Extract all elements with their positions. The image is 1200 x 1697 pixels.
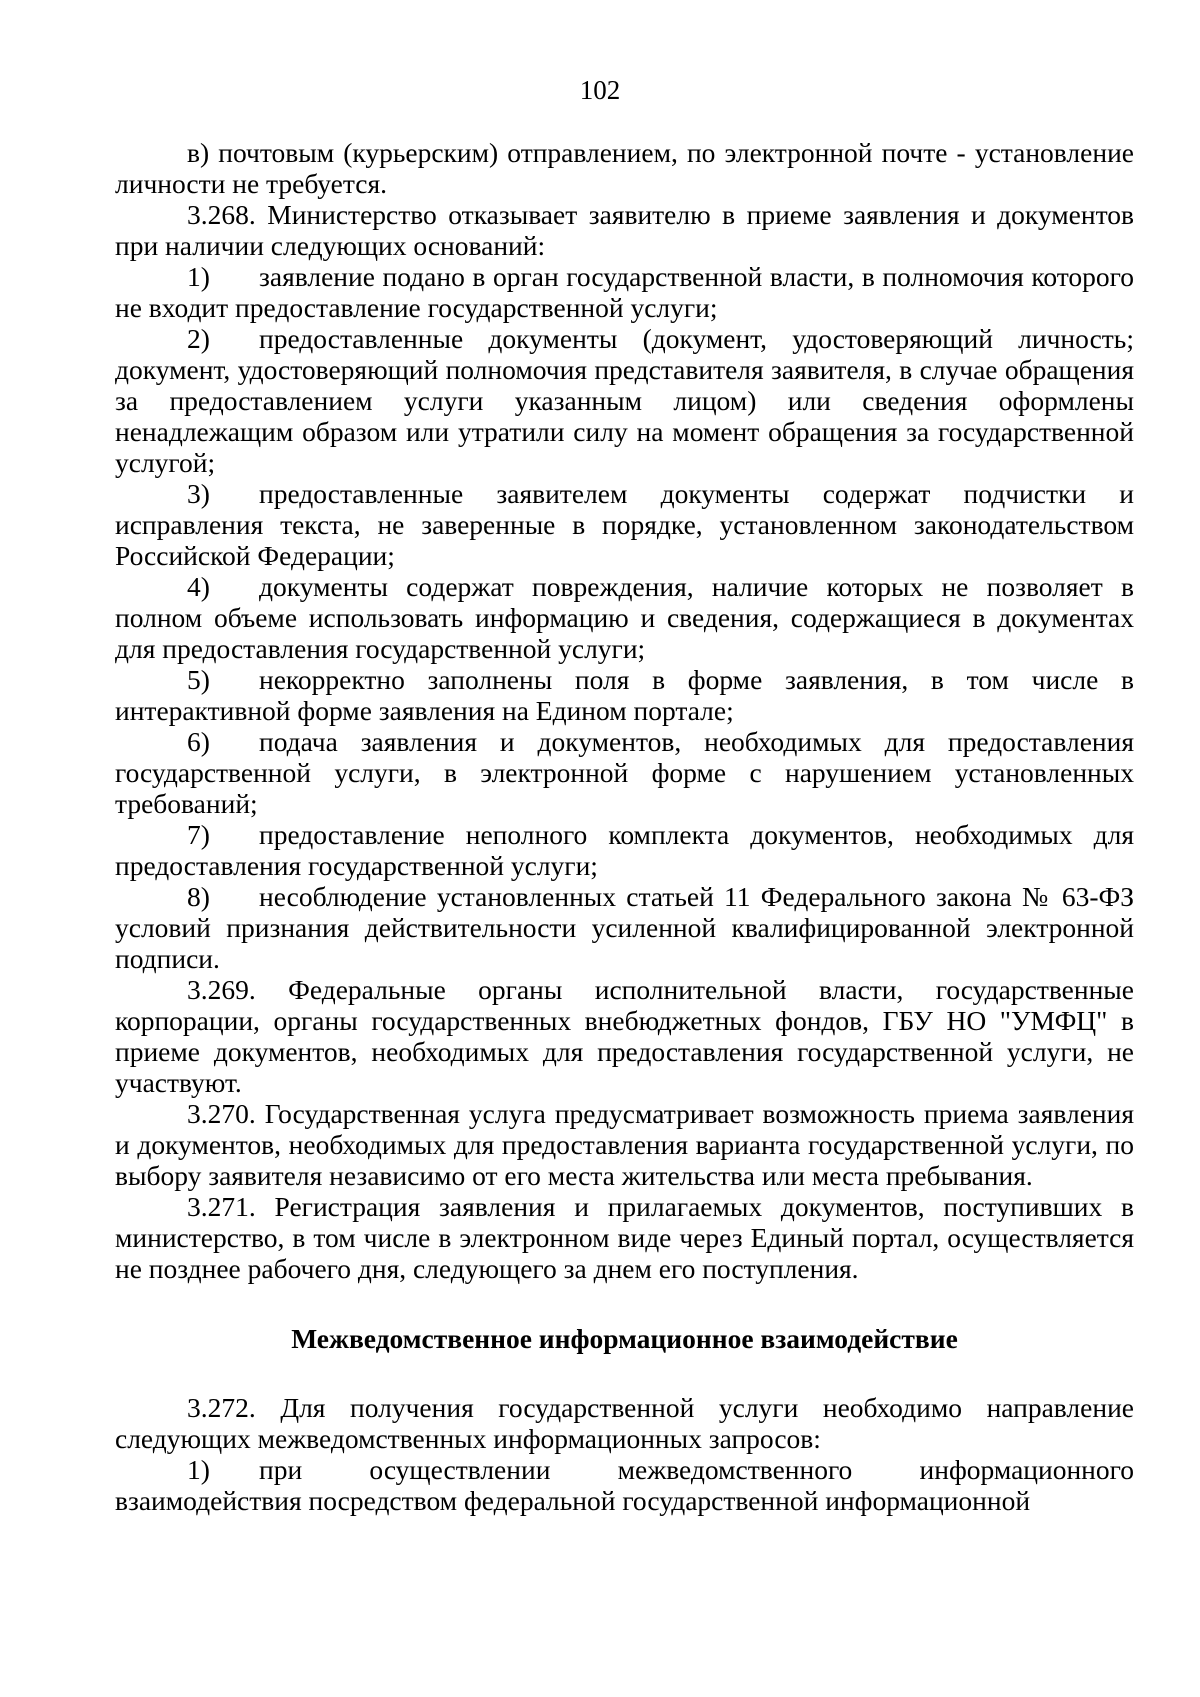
document-body <box>115 137 1134 1516</box>
paragraph-text: 3.270. Государственная услуга предусматривает возможность приема заявления и документов, необходимых для предоставления варианта государственной услуги, по выбору заявителя независимо от его места жительства или места пребывания. <box>115 1098 1134 1191</box>
list-item-number: 3) <box>187 478 210 509</box>
paragraph <box>115 1191 1134 1284</box>
paragraph <box>115 1392 1134 1454</box>
paragraph-text: предоставленные заявителем документы содержат подчистки и исправления текста, не заверенные в порядке, установленном законодательством Российской Федерации; <box>115 478 1134 571</box>
section-heading: Межведомственное информационное взаимодействие <box>291 1323 958 1354</box>
paragraphs-before-heading <box>115 137 1134 1284</box>
page-number: 102 <box>579 75 621 105</box>
list-item <box>115 726 1134 819</box>
list-item <box>115 261 1134 323</box>
list-item <box>115 664 1134 726</box>
list-item <box>115 881 1134 974</box>
paragraph-text: при осуществлении межведомственного информационного взаимодействия посредством федеральной государственной информационной <box>115 1454 1134 1516</box>
paragraph <box>115 1098 1134 1191</box>
paragraph-text: в) почтовым (курьерским) отправлением, по электронной почте - установление личности не требуется. <box>115 137 1134 199</box>
paragraph-text: документы содержат повреждения, наличие которых не позволяет в полном объеме использовать информацию и сведения, содержащиеся в документах для предоставления государственной услуги; <box>115 571 1134 664</box>
paragraphs-after-heading <box>115 1392 1134 1516</box>
list-item-number: 1) <box>187 261 210 292</box>
list-item <box>115 571 1134 664</box>
paragraph-text: некорректно заполнены поля в форме заявления, в том числе в интерактивной форме заявления на Едином портале; <box>115 664 1134 726</box>
paragraph <box>115 974 1134 1098</box>
list-item <box>115 478 1134 571</box>
paragraph-text: несоблюдение установленных статьей 11 Федерального закона № 63-ФЗ условий признания действительности усиленной квалифицированной электронной подписи. <box>115 881 1134 974</box>
paragraph <box>115 137 1134 199</box>
list-item-number: 6) <box>187 726 210 757</box>
paragraph-text: 3.271. Регистрация заявления и прилагаемых документов, поступивших в министерство, в том числе в электронном виде через Единый портал, осуществляется не позднее рабочего дня, следующего за днем его поступления. <box>115 1191 1134 1284</box>
paragraph-text: подача заявления и документов, необходимых для предоставления государственной услуги, в электронной форме с нарушением установленных требований; <box>115 726 1134 819</box>
list-item-number: 4) <box>187 571 210 602</box>
paragraph-text: заявление подано в орган государственной власти, в полномочия которого не входит предоставление государственной услуги; <box>115 261 1134 323</box>
paragraph-text: 3.268. Министерство отказывает заявителю в приеме заявления и документов при наличии следующих оснований: <box>115 199 1134 261</box>
list-item <box>115 323 1134 478</box>
paragraph <box>115 199 1134 261</box>
list-item <box>115 1454 1134 1516</box>
list-item-number: 5) <box>187 664 210 695</box>
paragraph-text: предоставление неполного комплекта документов, необходимых для предоставления государственной услуги; <box>115 819 1134 881</box>
list-item-number: 7) <box>187 819 210 850</box>
paragraph-text: 3.269. Федеральные органы исполнительной власти, государственные корпорации, органы государственных внебюджетных фондов, ГБУ НО "УМФЦ" в приеме документов, необходимых для предоставления государственной услуги, не участвуют. <box>115 974 1134 1098</box>
list-item <box>115 819 1134 881</box>
list-item-number: 2) <box>187 323 210 354</box>
list-item-number: 8) <box>187 881 210 912</box>
paragraph-text: 3.272. Для получения государственной услуги необходимо направление следующих межведомственных информационных запросов: <box>115 1392 1134 1454</box>
list-item-number: 1) <box>187 1454 210 1485</box>
paragraph-text: предоставленные документы (документ, удостоверяющий личность; документ, удостоверяющий полномочия представителя заявителя, в случае обращения за предоставлением услуги указанным лицом) или сведения оформлены ненадлежащим образом или утратили силу на момент обращения за государственной услугой; <box>115 323 1134 478</box>
